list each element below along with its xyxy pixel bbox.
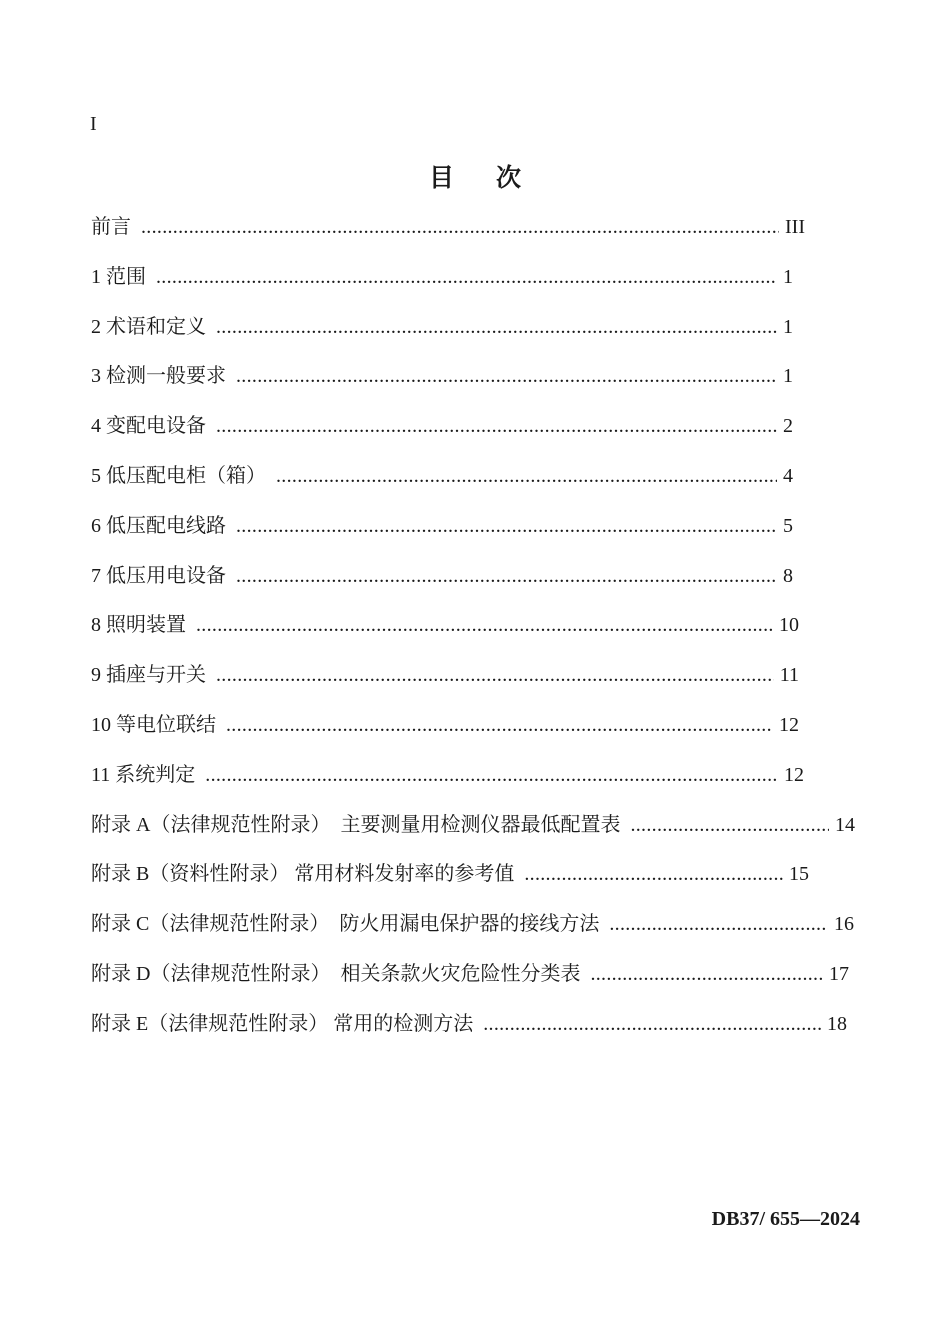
toc-title-part1: 目 xyxy=(428,165,454,192)
toc-entry[interactable] xyxy=(91,260,793,310)
toc-entry-page: 5 xyxy=(783,514,793,537)
toc-entry[interactable] xyxy=(91,708,799,758)
toc-entry-label: 3 检测一般要求 xyxy=(91,365,226,388)
toc-entry-page: 14 xyxy=(835,813,855,836)
page-number: I xyxy=(90,113,97,135)
toc-entry-page: 17 xyxy=(829,962,849,985)
toc-entry-page: 1 xyxy=(783,265,793,288)
toc-entry-label: 11 系统判定 xyxy=(91,763,196,786)
toc-entry-page: 10 xyxy=(779,614,799,637)
toc-leader-dots xyxy=(216,316,777,339)
toc-list xyxy=(91,210,855,1057)
toc-entry-label: 前言 xyxy=(91,216,131,238)
toc-entry[interactable] xyxy=(91,310,793,360)
toc-entry-page: 8 xyxy=(783,564,793,587)
toc-entry[interactable] xyxy=(91,1007,847,1057)
toc-entry[interactable] xyxy=(91,957,849,1007)
toc-leader-dots xyxy=(609,913,828,936)
toc-entry[interactable] xyxy=(91,808,855,858)
toc-entry-page: 11 xyxy=(779,664,799,687)
toc-leader-dots xyxy=(590,963,823,986)
toc-leader-dots xyxy=(483,1013,821,1036)
toc-entry-page: 16 xyxy=(834,913,854,936)
toc-entry[interactable] xyxy=(91,907,854,957)
toc-entry-label: 10 等电位联结 xyxy=(91,713,216,736)
toc-entry-page: III xyxy=(785,216,805,238)
toc-title-part2: 次 xyxy=(496,165,522,192)
document-code: DB37/ 655—2024 xyxy=(711,1208,860,1230)
toc-entry[interactable] xyxy=(91,509,793,559)
toc-entry[interactable] xyxy=(91,409,793,459)
toc-entry-page: 12 xyxy=(784,763,804,786)
toc-entry-label: 9 插座与开关 xyxy=(91,664,206,687)
toc-leader-dots xyxy=(141,216,779,239)
toc-entry-page: 4 xyxy=(783,464,793,487)
toc-entry[interactable] xyxy=(91,210,805,260)
toc-entry-label: 附录 A（法律规范性附录） 主要测量用检测仪器最低配置表 xyxy=(91,813,621,836)
toc-leader-dots xyxy=(216,664,774,687)
toc-leader-dots xyxy=(236,365,777,388)
toc-title xyxy=(0,158,950,194)
toc-leader-dots xyxy=(226,714,773,737)
toc-entry-label: 1 范围 xyxy=(91,265,146,288)
toc-entry-label: 附录 D（法律规范性附录） 相关条款火灾危险性分类表 xyxy=(91,962,581,985)
toc-entry[interactable] xyxy=(91,658,799,708)
toc-entry-label: 5 低压配电柜（箱） xyxy=(91,464,266,487)
toc-entry-page: 15 xyxy=(789,863,809,886)
toc-entry-label: 附录 C（法律规范性附录） 防火用漏电保护器的接线方法 xyxy=(91,913,600,936)
toc-entry-page: 1 xyxy=(783,315,793,338)
toc-leader-dots xyxy=(196,614,773,637)
toc-entry[interactable] xyxy=(91,559,793,609)
toc-entry-page: 2 xyxy=(783,415,793,438)
toc-entry[interactable] xyxy=(91,359,793,409)
toc-entry[interactable] xyxy=(91,459,793,509)
toc-leader-dots xyxy=(630,814,829,837)
toc-entry-page: 12 xyxy=(779,713,799,736)
toc-entry[interactable] xyxy=(91,758,804,808)
toc-entry-label: 8 照明装置 xyxy=(91,614,186,637)
toc-entry-page: 18 xyxy=(827,1012,847,1035)
toc-leader-dots xyxy=(524,863,783,886)
toc-entry-page: 1 xyxy=(783,365,793,388)
toc-leader-dots xyxy=(236,565,777,588)
toc-leader-dots xyxy=(276,465,777,488)
toc-leader-dots xyxy=(216,415,777,438)
toc-entry-label: 2 术语和定义 xyxy=(91,315,206,338)
toc-entry-label: 附录 B（资料性附录） 常用材料发射率的参考值 xyxy=(91,863,515,886)
toc-entry-label: 6 低压配电线路 xyxy=(91,514,226,537)
toc-leader-dots xyxy=(156,266,777,289)
toc-entry[interactable] xyxy=(91,857,809,907)
toc-leader-dots xyxy=(205,764,778,787)
toc-entry-label: 附录 E（法律规范性附录） 常用的检测方法 xyxy=(91,1012,474,1035)
toc-entry-label: 4 变配电设备 xyxy=(91,415,206,438)
toc-leader-dots xyxy=(236,515,777,538)
toc-entry-label: 7 低压用电设备 xyxy=(91,564,226,587)
toc-entry[interactable] xyxy=(91,608,799,658)
